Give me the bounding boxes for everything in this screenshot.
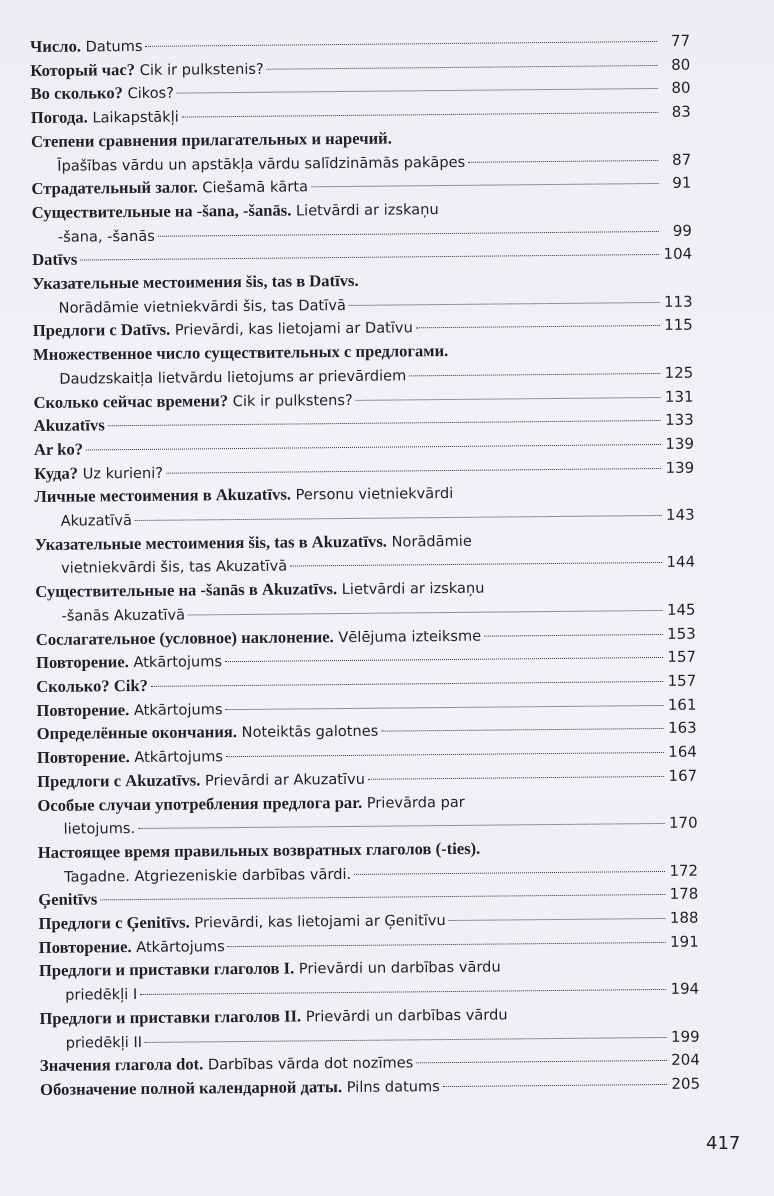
entry-page-number: 99 [672, 221, 692, 240]
dot-leader [151, 681, 663, 687]
entry-title-latvian: Laikapstākļi [87, 108, 179, 127]
toc-entry-text [61, 603, 185, 628]
entry-page-number: 188 [669, 908, 699, 927]
entry-page-number: 204 [671, 1050, 700, 1070]
entry-page-number: 115 [664, 316, 693, 335]
dot-leader [188, 610, 663, 616]
dot-leader [349, 302, 660, 306]
toc-entry-text [33, 317, 413, 344]
toc-entry-text [38, 909, 445, 937]
entry-page-number: 139 [665, 458, 695, 477]
entry-title-russian: Степени сравнения прилагательных и наречий. [30, 128, 392, 151]
entry-title-russian: Настоящее время правильных возвратных глаголов (-ties). [37, 838, 481, 862]
dot-leader [138, 823, 664, 829]
entry-title-russian: Куда? [34, 463, 79, 483]
toc-entry-text [30, 35, 143, 60]
dot-leader [140, 989, 666, 995]
toc-entry-text [64, 863, 351, 889]
toc-entry-text [34, 438, 83, 462]
toc-entry-text [37, 720, 379, 747]
dot-leader [443, 1084, 667, 1087]
entry-page-number: 163 [667, 719, 697, 738]
dot-leader [226, 705, 664, 710]
entry-title-latvian: Īpašības vārdu un apstākļa vārdu salīdzināmās pakāpes [57, 153, 466, 175]
toc-entry [35, 527, 695, 581]
entry-title-russian: Akuzatīvs [33, 415, 105, 436]
entry-title-russian: Datīvs [32, 249, 78, 270]
entry-title-russian: Предлоги и приставки глаголов II. [39, 1006, 302, 1028]
toc-entry-text [61, 555, 287, 581]
dot-leader [368, 776, 664, 780]
toc-entry-text [35, 577, 484, 605]
entry-title-latvian: Norādāmie vietniekvārdi šis, tas Datīvā [58, 296, 346, 317]
entry-title-russian: Сколько? Cik? [36, 675, 149, 696]
entry-title-latvian: Prievārda par [362, 793, 465, 812]
entry-title-latvian: Vēlējuma izteiksme [333, 627, 482, 646]
toc-entry-text [39, 1003, 507, 1031]
entry-title-latvian: Norādāmie [386, 532, 472, 551]
toc-entry-text [40, 1052, 414, 1079]
toc-entry [32, 196, 692, 250]
entry-title-russian: Предлоги с Akuzatīvs. [37, 770, 201, 791]
entry-title-latvian: priedēkļi I [65, 986, 138, 1004]
entry-title-latvian: Lietvārdi ar izskaņu [291, 201, 439, 220]
dot-leader [177, 88, 658, 94]
toc-entry-text [34, 482, 453, 510]
entry-page-number: 83 [671, 102, 691, 121]
entry-title-russian: Число. [30, 36, 82, 56]
dot-leader [311, 183, 658, 187]
toc-entry-text [31, 176, 308, 202]
entry-title-latvian: Pilns datums [342, 1078, 440, 1096]
entry-title-russian: Ar ko? [33, 439, 84, 459]
toc-entry-text [38, 889, 97, 913]
toc-entry-text [58, 224, 155, 249]
entry-page-number: 139 [665, 434, 695, 453]
entry-title-russian: Который час? [30, 59, 136, 80]
dot-leader [354, 871, 665, 875]
entry-title-russian: Сколько сейчас времени? [33, 390, 229, 412]
dot-leader [158, 231, 659, 237]
entry-title-russian: Во сколько? [30, 83, 123, 104]
entry-title-russian: Сослагательное (условное) наклонение. [35, 626, 334, 649]
entry-title-russian: Ģenitīvs [38, 889, 98, 910]
entry-page-number: 125 [664, 363, 694, 382]
toc-entry [34, 480, 694, 534]
toc-entry-text [35, 530, 472, 558]
entry-page-number: 161 [667, 695, 697, 714]
entry-page-number: 157 [667, 647, 697, 667]
entry-title-latvian: Prievārdi un darbības vārdu [294, 958, 501, 978]
entry-title-russian: Указательные местоимения šis, tas в Datīvs. [32, 270, 359, 294]
toc-entry-text [64, 817, 136, 841]
entry-title-russian: Предлоги с Datīvs. [32, 320, 171, 341]
entry-title-latvian: Personu vietniekvārdi [290, 485, 454, 504]
dot-leader [449, 918, 666, 921]
entry-title-russian: Особые случаи употребления предлога par. [37, 792, 363, 815]
entry-title-russian: Указательные местоимения šis, tas в Akuzatīvs. [34, 531, 388, 554]
dot-leader [182, 112, 658, 118]
toc-entry [40, 1073, 700, 1103]
entry-title-russian: Страдательный залог. [31, 177, 198, 199]
toc-entry-text [57, 150, 465, 178]
toc-entry-text [65, 983, 137, 1007]
toc-entry-text [38, 838, 481, 866]
toc-entry-text [61, 509, 132, 533]
dot-leader [108, 420, 661, 426]
entry-title-latvian: Noteiktās galotnes [236, 723, 379, 742]
toc-entry-text [36, 675, 148, 700]
entry-page-number: 194 [670, 979, 700, 999]
entry-title-latvian: -šanās Akuzatīvā [61, 606, 186, 625]
toc-entry [39, 1001, 699, 1055]
entry-page-number: 80 [671, 79, 691, 98]
entry-page-number: 144 [666, 553, 696, 572]
entry-title-latvian: Tagadne. Atgriezeniskie darbības vārdi. [63, 865, 352, 886]
dot-leader [225, 657, 663, 662]
dot-leader [228, 942, 666, 947]
entry-title-latvian: Prievārdi ar Akuzatīvu [200, 770, 366, 790]
entry-page-number: 87 [672, 150, 692, 169]
toc-entry-text [39, 956, 501, 984]
toc-entry-text [30, 82, 174, 107]
toc-entry-text [66, 1031, 143, 1055]
entry-title-latvian: priedēkļi II [65, 1033, 143, 1052]
toc-entry [35, 575, 695, 629]
toc-entry-text [32, 270, 358, 297]
dot-leader [86, 444, 661, 451]
entry-page-number: 153 [667, 624, 696, 643]
toc-entry [32, 267, 692, 321]
entry-title-latvian: Atkārtojums [131, 937, 225, 956]
toc-entry-text [32, 198, 439, 226]
dot-leader [267, 65, 658, 70]
entry-title-latvian: Cik ir pulkstens? [228, 391, 353, 410]
entry-page-number: 143 [665, 505, 695, 524]
toc-entry-text [59, 364, 406, 391]
entry-title-russian: Предлоги с Ģenitīvs. [38, 912, 190, 933]
toc-entry-text [34, 461, 163, 486]
entry-title-russian: Повторение. [38, 936, 132, 957]
dot-leader [381, 728, 663, 732]
entry-page-number: 199 [670, 1027, 700, 1046]
dot-leader [468, 159, 658, 162]
entry-title-latvian: Lietvārdi ar izskaņu [337, 579, 485, 599]
entry-page-number: 133 [664, 410, 694, 430]
dot-leader [135, 515, 662, 521]
entry-title-latvian: Darbības vārda dot nozīmes [203, 1054, 414, 1074]
dot-leader [146, 41, 658, 47]
entry-title-russian: Повторение. [36, 747, 130, 768]
entry-page-number: 131 [664, 387, 694, 406]
entry-title-latvian: Daudzskaitļa lietvārdu lietojums ar prievārdiem [59, 367, 407, 388]
entry-title-russian: Определённые окончания. [36, 722, 238, 744]
entry-page-number: 80 [671, 55, 691, 74]
toc-entry-text [31, 127, 392, 154]
entry-title-russian: Личные местоимения в Akuzatīvs. [34, 484, 292, 507]
entry-title-russian: Значения глагола dot. [39, 1054, 204, 1076]
dot-leader [356, 397, 661, 401]
entry-page-number: 178 [669, 884, 699, 904]
entry-page-number: 77 [670, 31, 691, 50]
toc-entry-line [40, 1073, 700, 1103]
entry-title-latvian: Uz kurieni? [77, 464, 164, 483]
entry-title-latvian: lietojums. [63, 820, 136, 838]
toc-entry-text [33, 388, 352, 415]
entry-page-number: 91 [672, 173, 692, 193]
dot-leader [80, 254, 659, 261]
entry-page-number: 167 [668, 766, 698, 785]
entry-title-latvian: Akuzatīvā [60, 512, 132, 530]
entry-title-russian: Погода. [30, 107, 88, 128]
entry-page-number: 172 [669, 861, 699, 880]
entry-title-latvian: Cik ir pulkstenis? [134, 60, 264, 79]
dot-leader [166, 468, 661, 474]
entry-page-number: 145 [666, 600, 696, 619]
dot-leader [484, 634, 663, 637]
entry-title-russian: Предлоги и приставки глаголов I. [38, 958, 295, 981]
entry-title-russian: Существительные на -šana, -šanās. [31, 200, 292, 222]
toc-entry-text [30, 57, 264, 83]
entry-title-latvian: Prievārdi, kas lietojami ar Datīvu [170, 319, 413, 340]
entry-page-number: 104 [663, 244, 693, 264]
toc-entry-text [37, 745, 223, 770]
entry-title-russian: Множественное число существительных с предлогами. [32, 341, 449, 365]
toc-entry-text [37, 768, 365, 795]
entry-title-russian: Обозначение полной календарной даты. [40, 1076, 343, 1099]
entry-title-latvian: Atkārtojums [129, 748, 224, 767]
dot-leader [100, 894, 665, 900]
entry-page-number: 164 [668, 742, 697, 761]
entry-title-latvian: Cikos? [122, 85, 175, 103]
toc-entry-text [31, 106, 179, 131]
dot-leader [290, 562, 662, 567]
entry-page-number: 157 [667, 671, 697, 690]
entry-title-latvian: Ciešamā kārta [197, 178, 309, 197]
entry-title-latvian: Prievārdi un darbības vārdu [301, 1006, 508, 1026]
table-of-contents [30, 30, 700, 1103]
toc-entry-text [32, 249, 77, 273]
entry-page-number: 191 [669, 932, 699, 951]
dot-leader [416, 325, 660, 328]
toc-entry [31, 124, 691, 178]
dot-leader [409, 373, 660, 376]
toc-entry-text [36, 624, 482, 652]
entry-title-latvian: Atkārtojums [129, 700, 223, 719]
toc-entry [39, 954, 699, 1008]
entry-title-russian: Повторение. [36, 699, 130, 720]
dot-leader [145, 1036, 667, 1042]
toc-entry-text [40, 1075, 440, 1103]
toc-entry [37, 788, 697, 842]
toc-entry-text [36, 650, 222, 675]
entry-title-latvian: Datums [80, 37, 143, 56]
toc-entry-text [36, 698, 222, 723]
toc-entry [33, 338, 693, 392]
entry-title-latvian: vietniekvārdi šis, tas Akuzatīvā [61, 558, 288, 578]
entry-page-number: 113 [663, 292, 693, 311]
entry-page-number: 205 [671, 1074, 701, 1093]
entry-title-russian: Существительные на -šanās в Akuzatīvs. [35, 579, 338, 602]
page-number: 417 [706, 1133, 741, 1154]
entry-title-latvian: -šana, -šanās [57, 227, 155, 246]
dot-leader [416, 1060, 667, 1063]
entry-title-latvian: Prievārdi, kas lietojami ar Ģenitīvu [189, 912, 446, 932]
entry-title-latvian: Atkārtojums [128, 653, 223, 672]
dot-leader [226, 752, 664, 757]
entry-page-number: 170 [668, 813, 698, 833]
toc-entry-text [34, 415, 105, 439]
toc-entry-text [39, 935, 225, 960]
entry-title-russian: Повторение. [35, 652, 129, 673]
toc-entry-text [37, 790, 465, 818]
toc-entry-text [59, 294, 346, 320]
toc-entry [38, 836, 698, 890]
